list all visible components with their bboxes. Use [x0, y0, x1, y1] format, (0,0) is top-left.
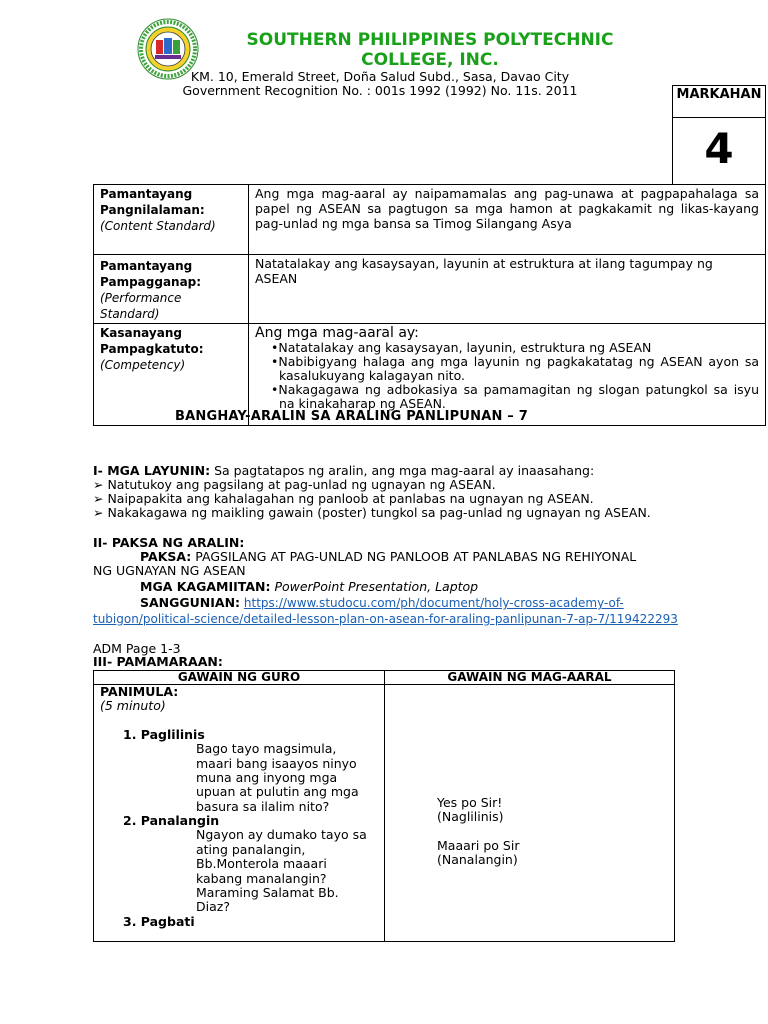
- recognition-line: Government Recognition No. : 001s 1992 (1992) No. 11s. 2011: [182, 83, 578, 98]
- layunin-heading: I- MGA LAYUNIN:: [93, 463, 211, 478]
- label-line: Pampagkatuto:: [100, 342, 204, 356]
- step-paglilinis-guro: [100, 742, 378, 814]
- kagamitan-text: PowerPoint Presentation, Laptop: [274, 579, 479, 594]
- address-line: KM. 10, Emerald Street, Doña Salud Subd., Sasa, Davao City: [190, 69, 570, 84]
- markahan-value: 4: [704, 124, 734, 173]
- text-line: Maraming Salamat Bb.: [196, 884, 339, 900]
- lesson-plan-title: BANGHAY-ARALIN SA ARALING PANLIPUNAN – 7: [175, 409, 528, 424]
- text-line: muna ang inyong mga: [196, 769, 338, 785]
- sanggunian-link-2[interactable]: tubigon/political-science/detailed-lesson-plan-on-asean-for-araling-panlipunan-7-ap-7/119422293: [93, 612, 678, 626]
- competency-intro: Ang mga mag-aaral ay:: [255, 325, 419, 341]
- col-gawain-mag-aaral: GAWAIN NG MAG-AARAL: [385, 671, 675, 685]
- paglilinis-aaral: [391, 796, 668, 825]
- bullet-icon: [170, 886, 196, 915]
- paksa-text: PAGSILANG AT PAG-UNLAD NG PANLOOB AT PANLABAS NG REHIYONAL: [191, 549, 637, 564]
- content-standard-label: [94, 185, 249, 255]
- paksa-line: [93, 550, 766, 564]
- sanggunian-line: [93, 596, 766, 610]
- panimula-heading: PANIMULA:: [100, 684, 179, 699]
- col-gawain-guro: GAWAIN NG GURO: [94, 671, 385, 685]
- layunin-intro: [93, 464, 651, 478]
- school-name-line1: SOUTHERN PHILIPPINES POLYTECHNIC: [246, 30, 614, 50]
- aaral-text: [437, 839, 519, 868]
- step-pagbati: 3. Pagbati: [123, 913, 195, 929]
- standards-table: [93, 184, 766, 426]
- list-item: •Nakagagawa ng adbokasiya sa pamamagitan ng slogan patungkol sa isyu na kinakaharap ng ASEAN.: [271, 382, 759, 411]
- pamamaraan-heading: III- PAMAMARAAN:: [93, 654, 223, 669]
- step-panalangin: 2. Panalangin: [123, 813, 220, 828]
- gawain-table: [93, 670, 675, 942]
- list-item: •Natatalakay ang kasaysayan, layunin, estruktura ng ASEAN: [271, 340, 652, 355]
- label-line: Pampagganap:: [100, 275, 202, 289]
- text-line: (Nanalangin): [437, 852, 518, 868]
- paksa-heading: II- PAKSA NG ARALIN:: [93, 535, 245, 550]
- label-line: Pamantayang: [100, 187, 193, 201]
- bullet-icon: [415, 796, 437, 825]
- panalangin-aaral: [391, 839, 668, 868]
- text-line: basura sa ilalim nito?: [196, 798, 330, 814]
- adm-page: ADM Page 1-3: [93, 641, 181, 656]
- panimula-minuto: (5 minuto): [100, 698, 166, 714]
- guro-text: [196, 886, 339, 915]
- bullet-icon: [415, 839, 437, 868]
- layunin-section: [93, 464, 651, 520]
- label-line: Pamantayang: [100, 259, 193, 273]
- step-paglilinis: 1. Paglilinis: [123, 726, 205, 742]
- gawain-mag-aaral-cell: [385, 685, 675, 942]
- label-line: Kasanayang: [100, 326, 182, 340]
- sanggunian-link[interactable]: https://www.studocu.com/ph/document/holy-cross-academy-of-: [243, 596, 624, 610]
- kagamitan-line: [93, 580, 766, 594]
- text-line: Maaari po Sir: [437, 837, 520, 853]
- bullet-icon: [170, 828, 196, 886]
- sanggunian-line-2: [93, 612, 766, 626]
- label-english: (Content Standard): [100, 219, 216, 233]
- text-line: Bb.Monterola maaari: [196, 856, 327, 872]
- gawain-body-row: [94, 685, 675, 942]
- aaral-text: [437, 796, 504, 825]
- content-standard-text: Ang mga mag-aaral ay naipamamalas ang pag-unawa at pagpapahalaga sa papel ng ASEAN sa pagtugon sa mga hamon at pagkakamit ng likas-kayang pag-unlad ng mga bansa sa Timog Silangang Asya: [249, 185, 766, 255]
- list-item: ➢ Nakakagawa ng maikling gawain (poster) tungkol sa pag-unlad ng ugnayan ng ASEAN.: [93, 505, 651, 520]
- text-line: maari bang isaayos ninyo: [196, 755, 357, 771]
- text-line: Diaz?: [196, 899, 230, 915]
- guro-text: [196, 828, 367, 886]
- text-line: ating panalangin,: [196, 841, 306, 857]
- list-item: •Nabibigyang halaga ang mga layunin ng pagkakatatag ng ASEAN ayon sa kasalukuyang kalagayan nito.: [271, 354, 759, 383]
- text-line: Yes po Sir!: [437, 795, 503, 810]
- text-line: kabang manalangin?: [196, 870, 327, 886]
- performance-standard-label: [94, 255, 249, 324]
- gawain-header-row: [94, 671, 675, 685]
- text-line: Ngayon ay dumako tayo sa: [196, 827, 367, 843]
- gawain-guro-cell: [94, 685, 385, 942]
- text-line: Bago tayo magsimula,: [196, 741, 337, 757]
- list-item: ➢ Naipapakita ang kahalagahan ng panloob at panlabas na ugnayan ng ASEAN.: [93, 491, 594, 506]
- layunin-intro-text: Sa pagtatapos ng aralin, ang mga mag-aaral ay inaasahang:: [210, 463, 595, 478]
- label-english: (Performance Standard): [100, 291, 182, 321]
- kagamitan-label: MGA KAGAMIITAN:: [140, 579, 271, 594]
- sanggunian-label: SANGGUNIAN:: [140, 595, 241, 610]
- list-item: ➢ Natutukoy ang pagsilang at pag-unlad ng ugnayan ng ASEAN.: [93, 477, 496, 492]
- markahan-box: [672, 85, 766, 185]
- content-standard-row: [94, 185, 766, 255]
- label-line: Pangnilalaman:: [100, 203, 205, 217]
- paksa-section: [93, 536, 766, 626]
- paksa-label: PAKSA:: [140, 549, 192, 564]
- performance-standard-text: Natatalakay ang kasaysayan, layunin at estruktura at ilang tagumpay ng ASEAN: [249, 255, 766, 324]
- text-line: upuan at pulutin ang mga: [196, 784, 359, 800]
- label-english: (Competency): [100, 358, 186, 372]
- school-name-line2: COLLEGE, INC.: [361, 50, 499, 70]
- guro-text: [196, 742, 359, 814]
- text-line: (Naglilinis): [437, 809, 504, 825]
- school-name: [200, 30, 660, 70]
- markahan-label: MARKAHAN: [673, 86, 765, 118]
- step-panalangin-guro-a: [100, 828, 378, 886]
- bullet-icon: [170, 742, 196, 814]
- school-address: [140, 70, 620, 98]
- performance-standard-row: [94, 255, 766, 324]
- paksa-line-2: NG UGNAYAN NG ASEAN: [93, 563, 246, 578]
- step-panalangin-guro-b: [100, 886, 378, 915]
